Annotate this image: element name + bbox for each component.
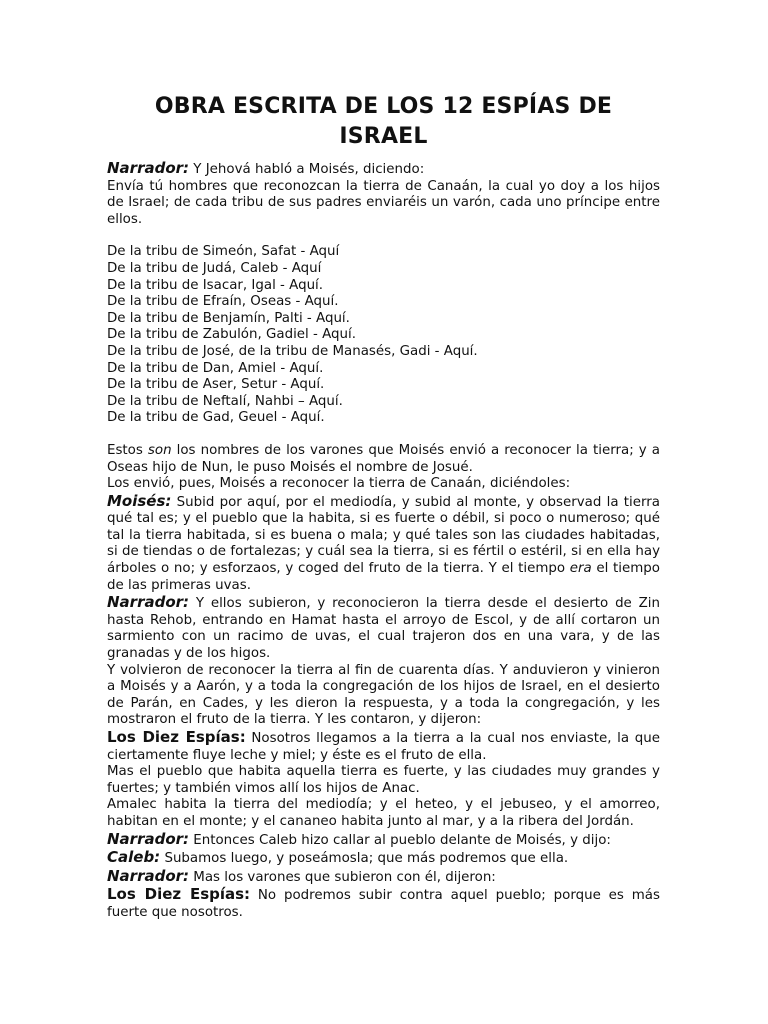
- text-run: los nombres de los varones que Moisés envió a reconocer la tierra; y a Oseas hijo de Nun, le puso Moisés el nombre de Josué.: [107, 442, 660, 475]
- speaker-label: Narrador:: [107, 593, 190, 612]
- paragraph-envio: Los envió, pues, Moisés a reconocer la tierra de Canaán, diciéndoles:: [107, 476, 571, 492]
- speaker-label: Caleb:: [107, 848, 161, 867]
- list-item: De la tribu de Judá, Caleb - Aquí: [107, 260, 322, 276]
- intro-text: Y Jehová habló a Moisés, diciendo:: [189, 162, 425, 177]
- speaker-label: Los Diez Espías:: [107, 885, 251, 904]
- document-page: [107, 92, 660, 922]
- paragraph-narrador-4: [107, 868, 660, 887]
- speaker-label: Narrador:: [107, 829, 190, 848]
- paragraph-narrador-3: [107, 831, 660, 850]
- list-item: De la tribu de Aser, Setur - Aquí.: [107, 377, 325, 393]
- text-run: Subamos luego, y poseámosla; que más podremos que ella.: [160, 851, 569, 867]
- list-item: De la tribu de Simeón, Safat - Aquí: [107, 244, 340, 260]
- text-run: No podremos subir contra aquel pueblo; porque es más fuerte que nosotros.: [107, 888, 660, 920]
- list-item: De la tribu de Benjamín, Palti - Aquí.: [107, 310, 350, 326]
- text-run: el tiempo de las primeras uvas.: [107, 561, 660, 593]
- speaker-label: Narrador:: [107, 159, 190, 177]
- text-run-italic: son: [147, 442, 172, 458]
- speaker-label: Moisés:: [107, 491, 172, 510]
- intro-paragraph: Envía tú hombres que reconozcan la tierra de Canaán, la cual yo doy a los hijos de Israel; de cada tribu de sus padres enviaréis un varón, cada uno príncipe entre ellos.: [107, 178, 660, 227]
- paragraph-espias-1: [107, 729, 660, 764]
- paragraph-moises: [107, 493, 660, 595]
- list-item: De la tribu de Dan, Amiel - Aquí.: [107, 360, 324, 376]
- list-item: De la tribu de José, de la tribu de Manasés, Gadi - Aquí.: [107, 343, 478, 359]
- paragraph-volvieron: Y volvieron de reconocer la tierra al fin de cuarenta días. Y anduvieron y vinieron a Moisés y a Aarón, y a toda la congregación de los hijos de Israel, en el desierto de Parán, en Cades, y les dieron la respuesta, y a toda la congregación, y les mostraron el fruto de la tierra. Y les contaron, y dijeron:: [107, 662, 660, 728]
- intro-line: [107, 160, 660, 179]
- paragraph-mas: Mas el pueblo que habita aquella tierra es fuerte, y las ciudades muy grandes y fuertes; y también vimos allí los hijos de Anac.: [107, 764, 660, 796]
- list-item: De la tribu de Zabulón, Gadiel - Aquí.: [107, 327, 356, 343]
- list-item: De la tribu de Neftalí, Nahbi – Aquí.: [107, 393, 343, 409]
- paragraph-espias-2: [107, 886, 660, 921]
- tribe-list: [107, 244, 660, 427]
- text-run: Nosotros llegamos a la tierra a la cual nos enviaste, la que ciertamente fluye leche y miel; y éste es el fruto de ella.: [107, 731, 660, 763]
- paragraph-caleb: [107, 849, 660, 868]
- list-item: De la tribu de Efraín, Oseas - Aquí.: [107, 294, 339, 310]
- text-run: Entonces Caleb hizo callar al pueblo delante de Moisés, y dijo:: [189, 832, 611, 848]
- speaker-label: Los Diez Espías:: [107, 728, 246, 746]
- spacer: [107, 427, 660, 443]
- list-item: De la tribu de Isacar, Igal - Aquí.: [107, 277, 324, 293]
- list-item: De la tribu de Gad, Geuel - Aquí.: [107, 410, 325, 426]
- document-title: OBRA ESCRITA DE LOS 12 ESPÍAS DE ISRAEL: [154, 94, 613, 149]
- text-run: Y ellos subieron, y reconocieron la tierra desde el desierto de Zin hasta Rehob, entrando en Hamat hasta el arroyo de Escol, y de allí cortaron un sarmiento con un racimo de uvas, el cual trajeron dos en una vara, y de las granadas y de los higos.: [107, 596, 660, 662]
- paragraph-amalec: Amalec habita la tierra del mediodía; y el heteo, y el jebuseo, y el amorreo, habitan en el monte; y el cananeo habita junto al mar, y a la ribera del Jordán.: [107, 797, 660, 829]
- paragraph-estos: [107, 443, 660, 476]
- text-run-italic: era: [569, 561, 592, 577]
- speaker-label: Narrador:: [107, 866, 190, 885]
- text-run: Subid por aquí, por el mediodía, y subid al monte, y observad la tierra qué tal es; y el pueblo que la habita, si es fuerte o débil, si poco o numeroso; qué tal la tierra habitada, si es buena o mala; y qué tales son las ciudades habitadas, si de tiendas o de fortalezas; y cuál sea la tierra, si es fértil o estéril, si en ella hay árboles o no; y esforzaos, y coged del fruto de la tierra. Y el tiempo: [107, 494, 660, 577]
- text-run: Mas los varones que subieron con él, dijeron:: [189, 869, 496, 885]
- paragraph-narrador-2: [107, 594, 660, 662]
- spacer: [107, 228, 660, 244]
- text-run: Estos: [107, 442, 148, 458]
